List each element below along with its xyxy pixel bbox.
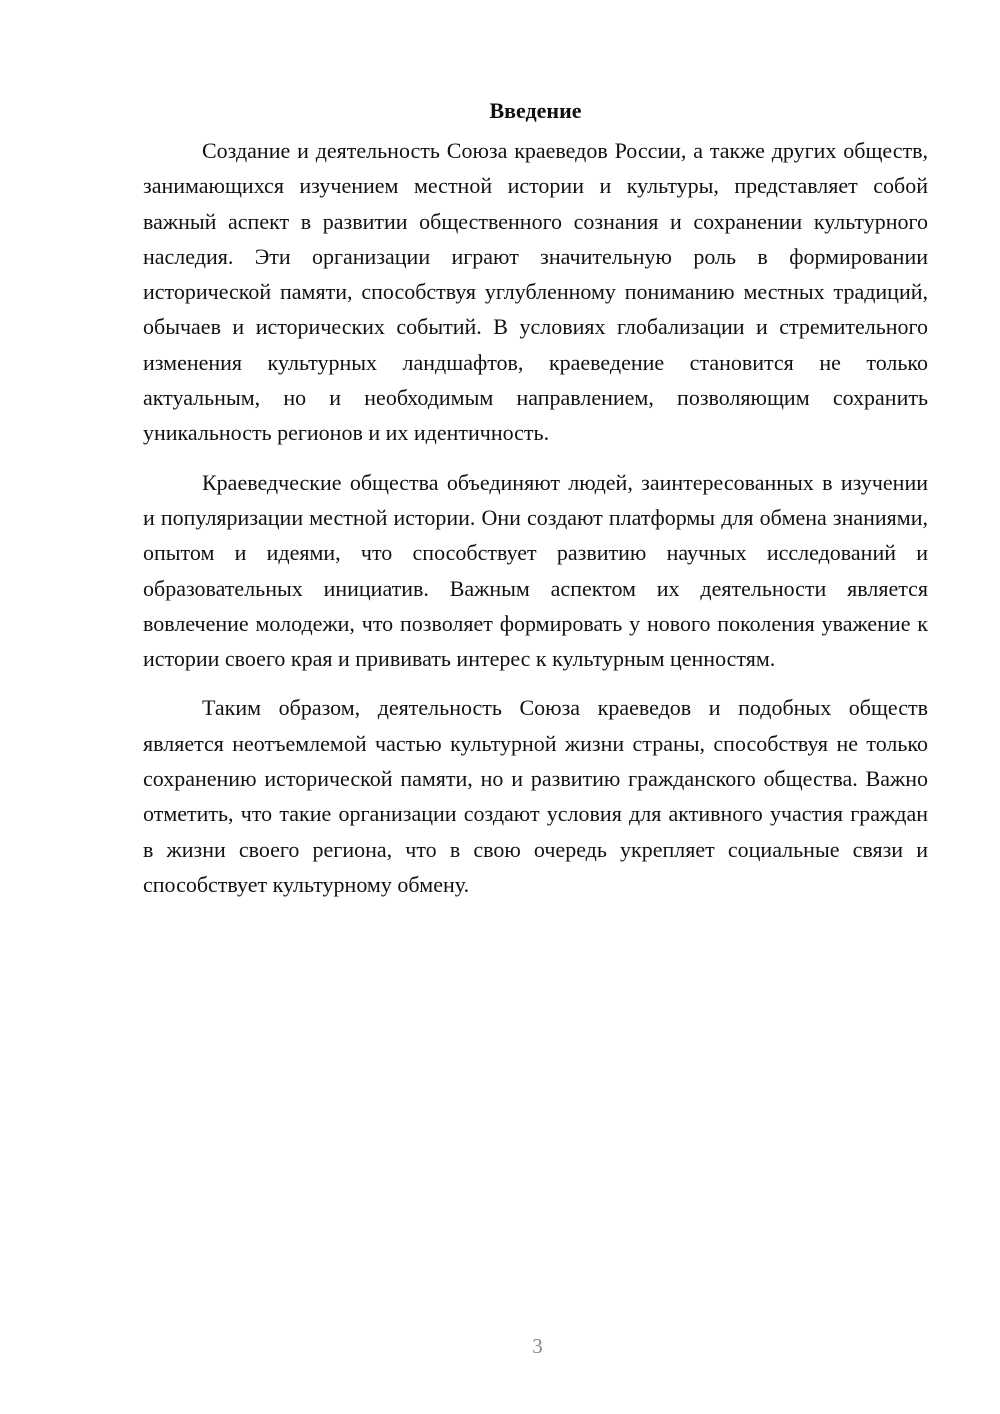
page-number: 3: [532, 1334, 543, 1358]
section-heading: Введение: [489, 98, 582, 123]
paragraph-1: Создание и деятельность Союза краеведов России, а также других обществ, занимающихся изучением местной истории и культуры, представляет собой важный аспект в развитии общественного сознания и сохранении культурного наследия. Эти организации играют значительную роль в формировании исторической памяти, способствуя углубленному пониманию местных традиций, обычаев и исторических событий. В условиях глобализации и стремительного изменения культурных ландшафтов, краеведение становится не только актуальным, но и необходимым направлением, позволяющим сохранить уникальность регионов и их идентичность.: [143, 138, 928, 446]
paragraph-3: Таким образом, деятельность Союза краеведов и подобных обществ является неотъемлемой частью культурной жизни страны, способствуя не только сохранению исторической памяти, но и развитию гражданского общества. Важно отметить, что такие организации создают условия для активного участия граждан в жизни своего региона, что в свою очередь укрепляет социальные связи и способствует культурному обмену.: [143, 695, 928, 897]
paragraph-2: Краеведческие общества объединяют людей, заинтересованных в изучении и популяризации местной истории. Они создают платформы для обмена знаниями, опытом и идеями, что способствует развитию научных исследований и образовательных инициатив. Важным аспектом их деятельности является вовлечение молодежи, что позволяет формировать у нового поколения уважение к истории своего края и прививать интерес к культурным ценностям.: [143, 469, 928, 672]
page-content: [143, 98, 928, 902]
